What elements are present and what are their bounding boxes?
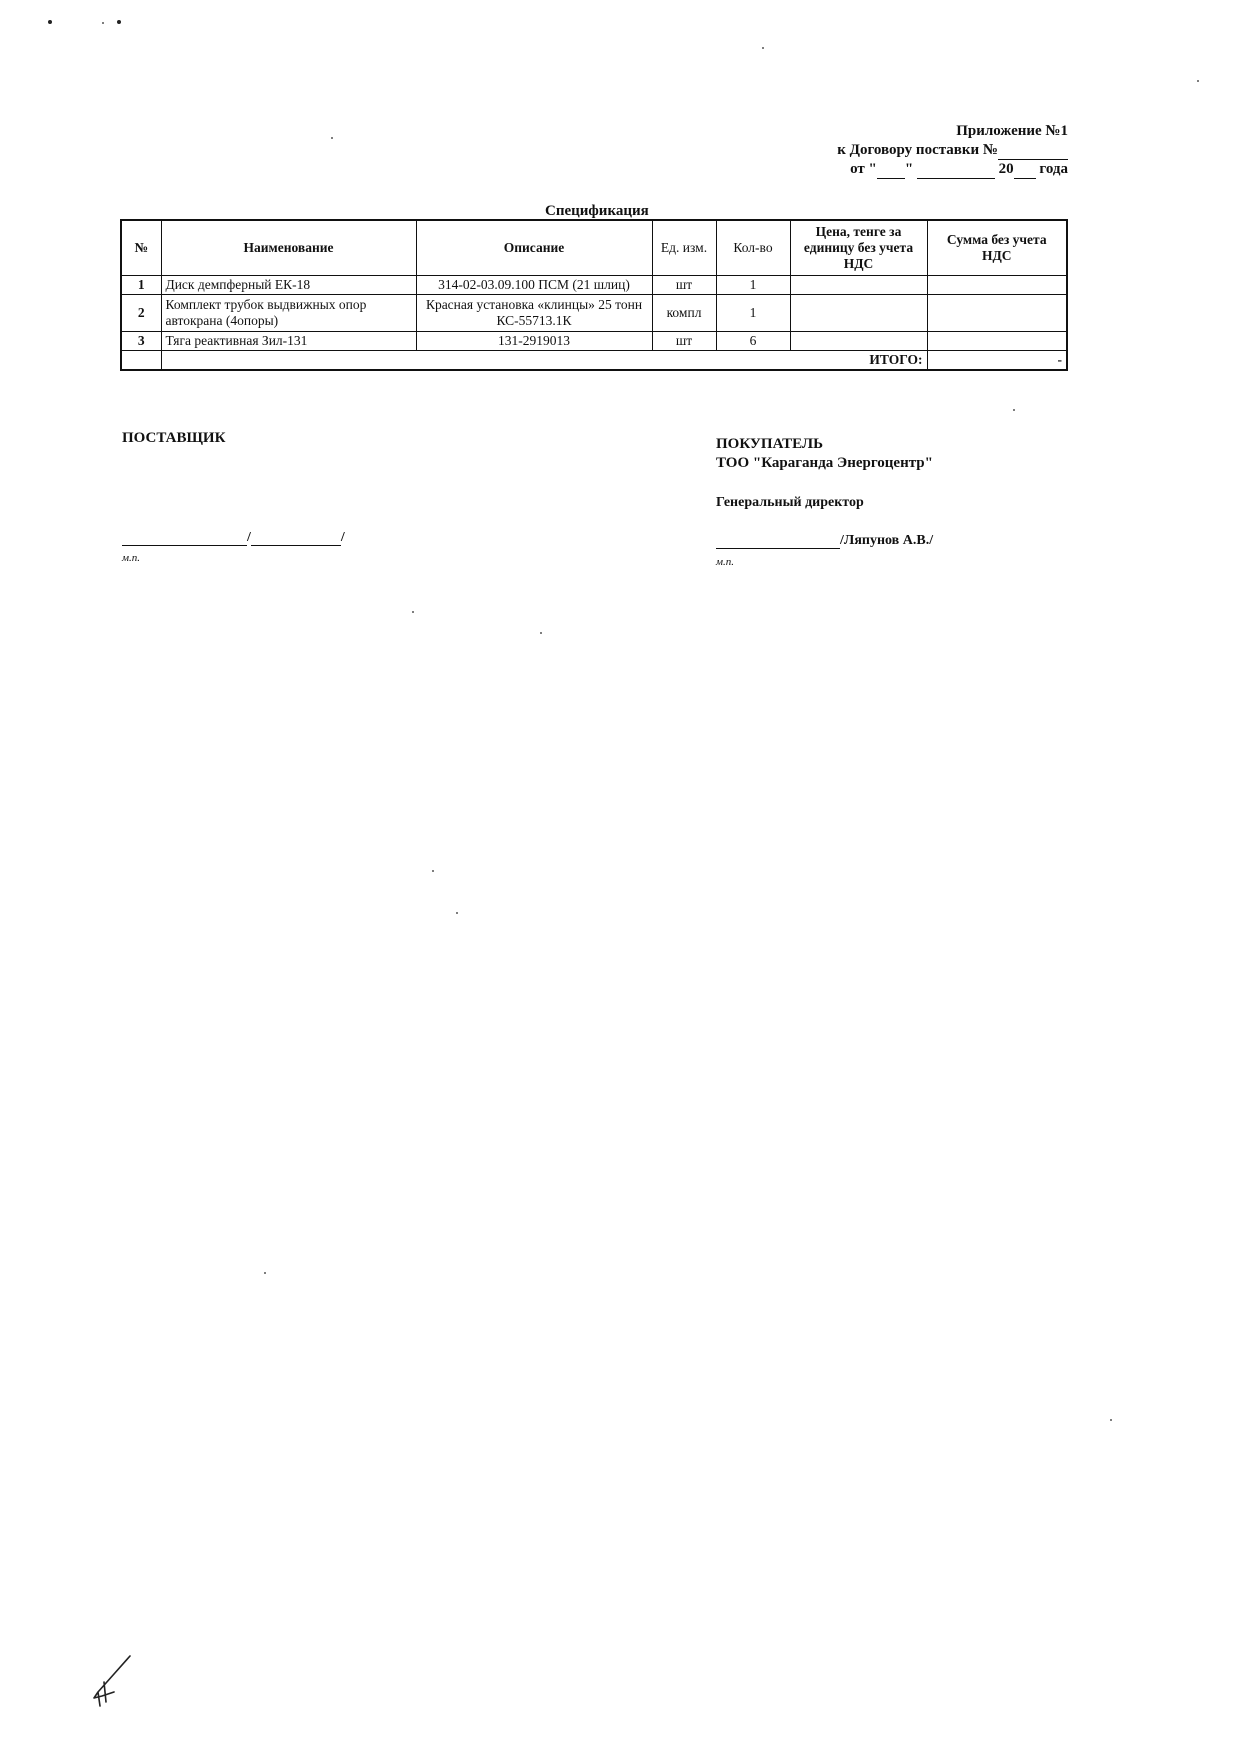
row-name: Комплект трубок выдвижных опор автокрана (4опоры) — [161, 295, 416, 332]
row-price — [790, 332, 927, 351]
row-name: Тяга реактивная Зил-131 — [161, 332, 416, 351]
contract-reference — [837, 141, 1068, 160]
total-label: ИТОГО: — [161, 351, 927, 371]
buyer-company: ТОО "Караганда Энергоцентр" — [716, 455, 933, 471]
row-unit: шт — [652, 276, 716, 295]
contract-number-blank — [998, 145, 1068, 160]
supplier-signature-blank — [122, 531, 247, 546]
row-sum — [927, 276, 1067, 295]
signature-separator: / — [340, 530, 345, 545]
year-prefix: 20 — [998, 161, 1014, 177]
row-sum — [927, 332, 1067, 351]
scan-speck — [102, 22, 104, 24]
date-quote: " — [904, 161, 914, 177]
table-row — [121, 295, 1067, 332]
signature-separator: / — [247, 530, 251, 545]
appendix-number: Приложение №1 — [956, 123, 1068, 139]
buyer-signer-name: /Ляпунов А.В./ — [840, 533, 934, 548]
date-prefix: от " — [850, 161, 877, 177]
table-header-row — [121, 220, 1067, 276]
header-name: Наименование — [161, 220, 416, 276]
header-price: Цена, тенге за единицу без учета НДС — [790, 220, 927, 276]
supplier-label: ПОСТАВЩИК — [122, 430, 226, 446]
total-spacer — [121, 351, 161, 371]
scan-speck — [540, 632, 542, 634]
scan-speck — [432, 870, 434, 872]
supplier-stamp-place: м.п. — [122, 552, 141, 564]
row-unit: шт — [652, 332, 716, 351]
header-unit: Ед. изм. — [652, 220, 716, 276]
supplier-signature-line — [122, 530, 345, 546]
header-sum: Сумма без учета НДС — [927, 220, 1067, 276]
contract-label: к Договору поставки № — [837, 142, 998, 158]
row-quantity: 1 — [716, 295, 790, 332]
header-num: № — [121, 220, 161, 276]
row-unit: компл — [652, 295, 716, 332]
scan-speck — [264, 1272, 266, 1274]
table-row — [121, 276, 1067, 295]
scan-speck — [117, 20, 121, 24]
handwritten-initial — [84, 1652, 144, 1712]
scan-speck — [1110, 1419, 1112, 1421]
row-quantity: 1 — [716, 276, 790, 295]
scan-speck — [762, 47, 764, 49]
row-num: 1 — [121, 276, 161, 295]
row-quantity: 6 — [716, 332, 790, 351]
row-price — [790, 295, 927, 332]
row-description: Красная установка «клинцы» 25 тонн КС-55713.1К — [416, 295, 652, 332]
scan-speck — [412, 611, 414, 613]
total-value: - — [927, 351, 1067, 371]
row-num: 2 — [121, 295, 161, 332]
scan-speck — [1013, 409, 1015, 411]
row-price — [790, 276, 927, 295]
header-description: Описание — [416, 220, 652, 276]
buyer-signature-line — [716, 533, 933, 549]
spec-title: Спецификация — [545, 203, 649, 219]
buyer-stamp-place: м.п. — [716, 556, 735, 568]
buyer-signature-blank — [716, 534, 840, 549]
scan-speck — [331, 137, 333, 139]
month-blank — [917, 164, 995, 179]
contract-date — [837, 160, 1068, 179]
row-sum — [927, 295, 1067, 332]
appendix-header — [837, 122, 1068, 179]
row-description: 314-02-03.09.100 ПСМ (21 шлиц) — [416, 276, 652, 295]
supplier-name-blank — [251, 531, 341, 546]
specification-table — [120, 219, 1068, 371]
year-word: года — [1039, 161, 1068, 177]
table-row — [121, 332, 1067, 351]
day-blank — [877, 164, 905, 179]
buyer-block — [716, 435, 933, 473]
buyer-label: ПОКУПАТЕЛЬ — [716, 436, 824, 452]
scan-speck — [48, 20, 52, 24]
buyer-position: Генеральный директор — [716, 495, 864, 510]
scan-speck — [456, 912, 458, 914]
scan-speck — [1197, 80, 1199, 82]
row-num: 3 — [121, 332, 161, 351]
row-name: Диск демпферный ЕК-18 — [161, 276, 416, 295]
year-blank — [1014, 164, 1036, 179]
header-quantity: Кол-во — [716, 220, 790, 276]
total-row — [121, 351, 1067, 371]
row-description: 131-2919013 — [416, 332, 652, 351]
